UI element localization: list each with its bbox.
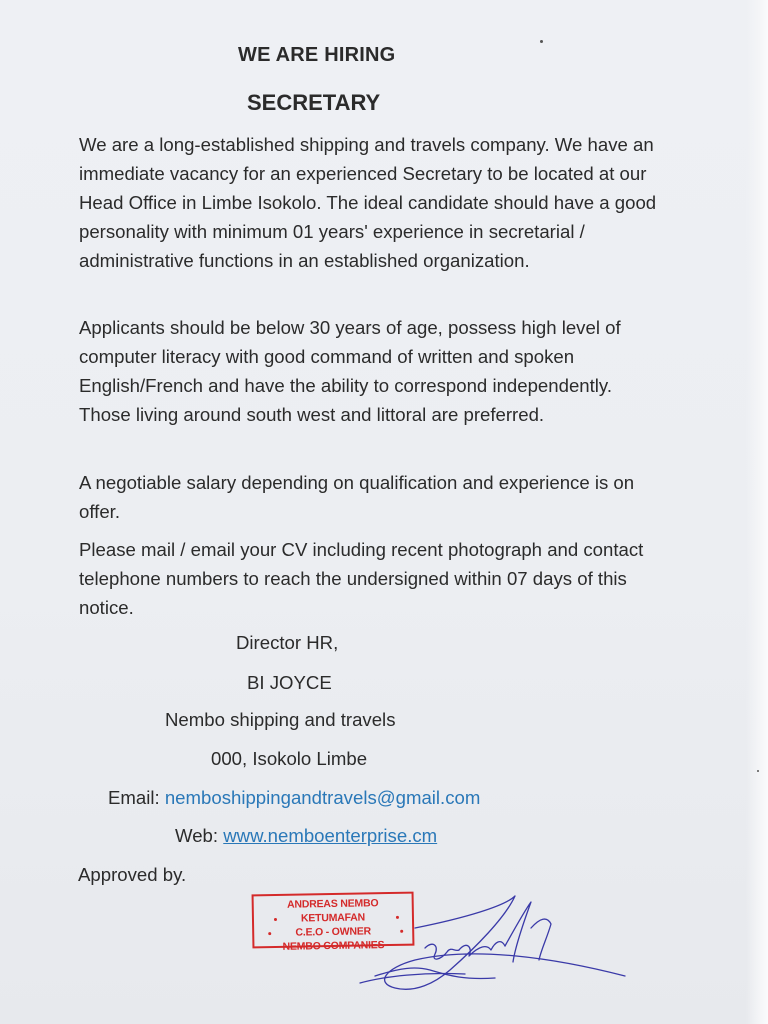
salary-paragraph: A negotiable salary depending on qualification and experience is on offer. [79, 472, 635, 522]
position-title: SECRETARY [247, 90, 381, 115]
company-name: Nembo shipping and travels [165, 709, 396, 730]
signatory-name: BI JOYCE [247, 672, 332, 693]
scan-speck [757, 770, 759, 772]
handwritten-signature [355, 888, 645, 998]
stamp-line-owner-name: ANDREAS NEMBO KETUMAFAN [286, 897, 379, 925]
stamp-line-role: C.E.O - OWNER [295, 925, 372, 939]
approved-by-label: Approved by. [78, 864, 187, 885]
stamp-dot [268, 932, 271, 935]
hiring-heading: WE ARE HIRING [238, 44, 396, 66]
company-address: 000, Isokolo Limbe [211, 748, 368, 769]
requirements-paragraph: Applicants should be below 30 years of age, possess high level of computer literacy with good command of written and spoken English/French and have the ability to correspond independently. Those living around south west and littoral are preferred. [79, 317, 621, 425]
intro-paragraph: We are a long-established shipping and travels company. We have an immediate vacancy for an experienced Secretary to be located at our Head Office in Limbe Isokolo. The ideal candidate should have a good personality with minimum 01 years' experience in secretarial / administrative functions in an established organization. [79, 134, 657, 271]
web-label: Web: [175, 825, 219, 846]
email-link[interactable]: nemboshippingandtravels@gmail.com [164, 787, 481, 808]
scan-speck [540, 40, 543, 43]
page-edge-shadow [746, 0, 768, 1024]
stamp-dot [274, 918, 277, 921]
website-link[interactable]: www.nemboenterprise.cm [223, 825, 438, 846]
email-label: Email: [108, 787, 160, 808]
web-row [175, 825, 437, 847]
application-paragraph: Please mail / email your CV including recent photograph and contact telephone numbers to reach the undersigned within 07 days of this notice. [79, 539, 644, 618]
signatory-title: Director HR, [236, 632, 339, 653]
email-row [108, 787, 480, 809]
stamp-line-company: NEMBO COMPANIES [282, 939, 385, 953]
